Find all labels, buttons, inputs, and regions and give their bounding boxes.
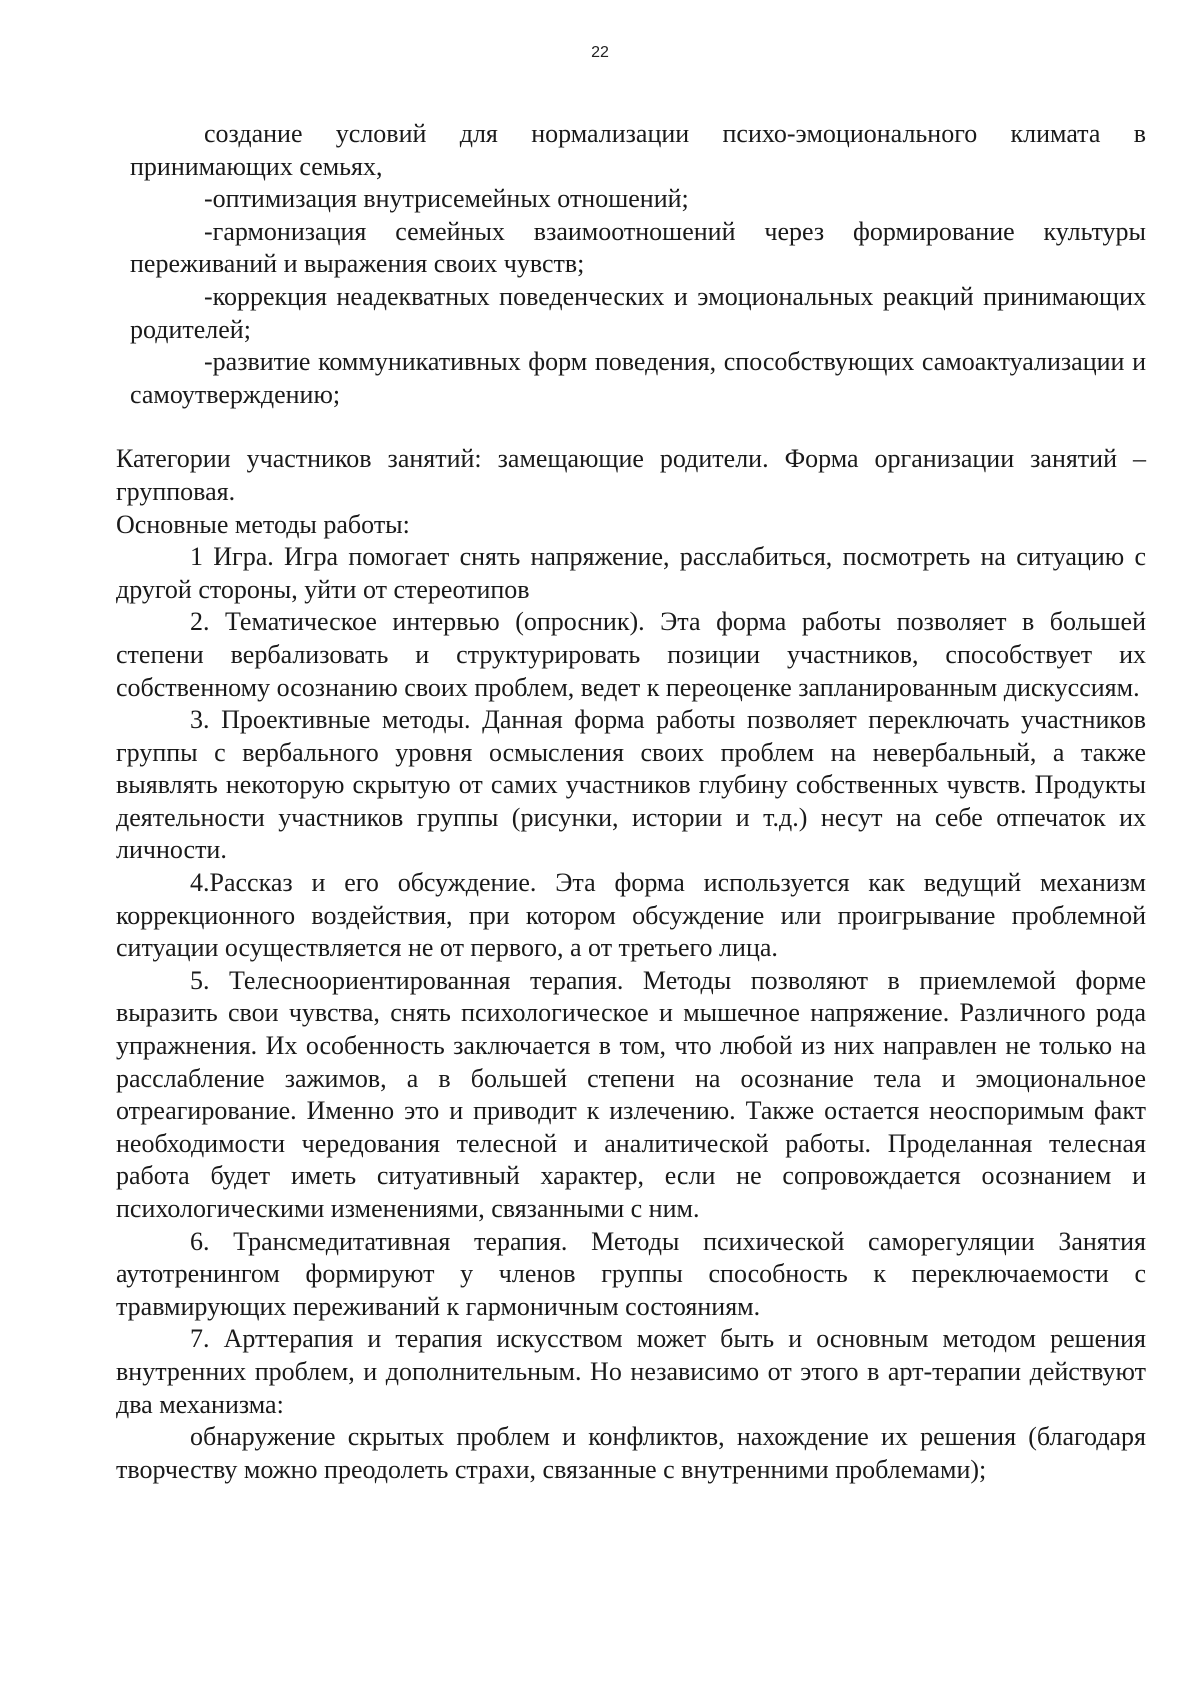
method-item: 5. Телесноориентированная терапия. Методы позволяют в приемлемой форме выразить свои чувства, снять психологическое и мышечное напряжение. Различного рода упражнения. Их особенность заключается в том, что любой из них направлен не только на расслабление зажимов, а в большей степени на осознание тела и эмоциональное отреагирование. Именно это и приводит к излечению. Также остается неоспоримым факт необходимости чередования телесной и аналитической работы. Проделанная телесная работа будет иметь ситуативный характер, если не сопровождается осознанием и психологическими изменениями, связанными с ним. (116, 965, 1146, 1223)
methods-section (116, 443, 1146, 1486)
method-item: 1 Игра. Игра помогает снять напряжение, расслабиться, посмотреть на ситуацию с другой стороны, уйти от стереотипов (116, 542, 1146, 604)
goal-item: -коррекция неадекватных поведенческих и эмоциональных реакций принимающих родителей; (130, 281, 1146, 344)
goal-item: создание условий для нормализации психо-эмоционального климата в принимающих семьях, (130, 119, 1146, 181)
page-number: 22 (591, 44, 609, 61)
method-item: 2. Тематическое интервью (опросник). Эта форма работы позволяет в большей степени вербализовать и структурировать позиции участников, способствует их собственному осознанию своих проблем, ведет к переоценке запланированным дискуссиям. (116, 607, 1146, 702)
goals-list (116, 118, 1146, 411)
page-body (116, 118, 1146, 1486)
goal-item: -развитие коммуникативных форм поведения, способствующих самоактуализации и самоутверждению; (130, 347, 1146, 409)
participants-paragraph: Категории участников занятий: замещающие родители. Форма организации занятий – групповая. (116, 444, 1146, 506)
method-item: 7. Арттерапия и терапия искусством может быть и основным методом решения внутренних проблем, и дополнительным. Но независимо от этого в арт-терапии действуют два механизма: (116, 1324, 1146, 1419)
paragraph-spacer (116, 411, 1146, 443)
method-item: обнаружение скрытых проблем и конфликтов, нахождение их решения (благодаря творчеству можно преодолеть страхи, связанные с внутренними проблемами); (116, 1422, 1146, 1484)
method-item: 3. Проективные методы. Данная форма работы позволяет переключать участников группы с вербального уровня осмысления своих проблем на невербальный, а также выявлять некоторую скрытую от самих участников глубину собственных чувств. Продукты деятельности участников группы (рисунки, истории и т.д.) несут на себе отпечаток их личности. (116, 705, 1146, 865)
methods-heading: Основные методы работы: (116, 509, 410, 539)
goal-item: -оптимизация внутрисемейных отношений; (204, 184, 689, 214)
method-item: 4.Рассказ и его обсуждение. Эта форма используется как ведущий механизм коррекционного воздействия, при котором обсуждение или проигрывание проблемной ситуации осуществляется не от первого, а от третьего лица. (116, 868, 1146, 963)
method-item: 6. Трансмедитативная терапия. Методы психической саморегуляции Занятия аутотренингом формируют у членов группы способность к переключаемости с травмирующих переживаний к гармоничным состояниям. (116, 1226, 1146, 1321)
goal-item: -гармонизация семейных взаимоотношений через формирование культуры переживаний и выражения своих чувств; (130, 216, 1146, 279)
